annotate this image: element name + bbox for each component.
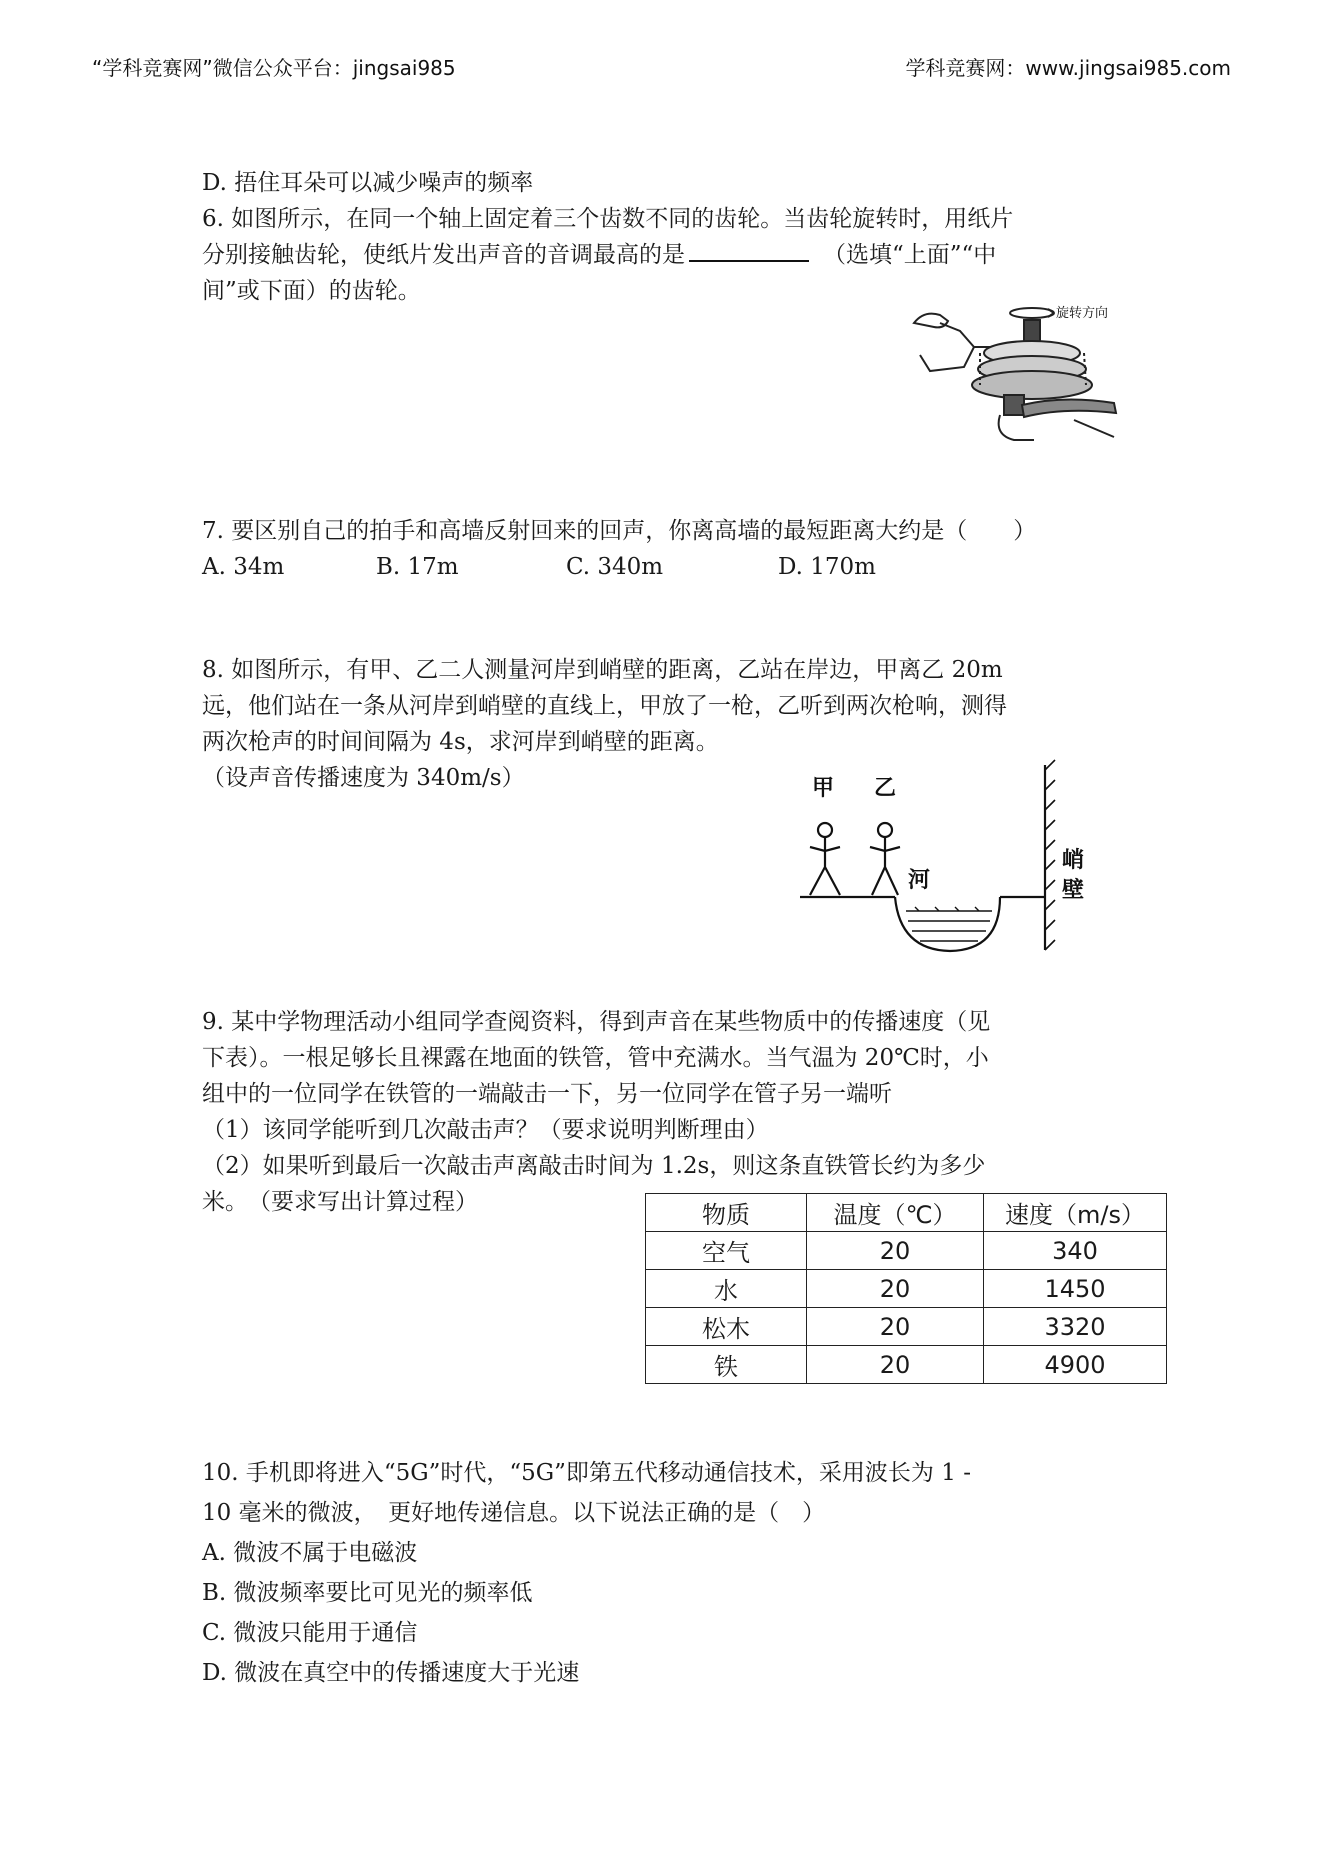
q7-option-c: C. 340m bbox=[566, 554, 664, 580]
document-body bbox=[202, 165, 1132, 309]
table-header-row bbox=[646, 1194, 1167, 1232]
q8-line-3: 两次枪声的时间间隔为 4s，求河岸到峭壁的距离。 bbox=[202, 729, 719, 755]
q7-option-d: D. 170m bbox=[778, 554, 876, 580]
table-row bbox=[646, 1232, 1167, 1270]
hand-icon bbox=[914, 314, 948, 328]
q10-option-b: B. 微波频率要比可见光的频率低 bbox=[202, 1580, 533, 1606]
q9-block bbox=[202, 1004, 1132, 1220]
table-header: 物质 bbox=[646, 1194, 807, 1232]
table-cell: 水 bbox=[646, 1270, 807, 1308]
q10-option-a: A. 微波不属于电磁波 bbox=[202, 1540, 418, 1566]
table-cell: 1450 bbox=[984, 1270, 1167, 1308]
header-right: 学科竞赛网：www.jingsai985.com bbox=[905, 56, 1231, 80]
q6-line-1: 6. 如图所示，在同一个轴上固定着三个齿数不同的齿轮。当齿轮旋转时，用纸片 bbox=[202, 206, 1014, 232]
q8-line-1: 8. 如图所示，有甲、乙二人测量河岸到峭壁的距离，乙站在岸边，甲离乙 20m bbox=[202, 657, 1003, 683]
table-cell: 空气 bbox=[646, 1232, 807, 1270]
table-cell: 4900 bbox=[984, 1346, 1167, 1384]
q6-line-2 bbox=[202, 237, 1132, 273]
table-header: 速度（m/s） bbox=[984, 1194, 1167, 1232]
q9-line-2: 下表）。一根足够长且裸露在地面的铁管，管中充满水。当气温为 20℃时，小 bbox=[202, 1045, 989, 1071]
q10-block bbox=[202, 1453, 1132, 1693]
table-cell: 铁 bbox=[646, 1346, 807, 1384]
rotation-label: 旋转方向 bbox=[1056, 306, 1109, 321]
table-row bbox=[646, 1270, 1167, 1308]
q7-stem: 7. 要区别自己的拍手和高墙反射回来的回声，你离高墙的最短距离大约是（ ） bbox=[202, 518, 1037, 544]
table-cell: 20 bbox=[807, 1270, 984, 1308]
table-cell: 3320 bbox=[984, 1308, 1167, 1346]
q10-option-d: D. 微波在真空中的传播速度大于光速 bbox=[202, 1660, 580, 1686]
q7-options bbox=[202, 549, 1132, 585]
table-cell: 松木 bbox=[646, 1308, 807, 1346]
q9-sub-1: （1）该同学能听到几次敲击声？（要求说明判断理由） bbox=[202, 1117, 769, 1143]
table-header: 温度（℃） bbox=[807, 1194, 984, 1232]
q10-option-c: C. 微波只能用于通信 bbox=[202, 1620, 418, 1646]
table-cell: 20 bbox=[807, 1308, 984, 1346]
person-a-label: 甲 bbox=[812, 776, 835, 801]
q6-line-3: 间”或下面）的齿轮。 bbox=[202, 278, 421, 304]
table-cell: 340 bbox=[984, 1232, 1167, 1270]
q6-line-2-pre: 分别接触齿轮，使纸片发出声音的音调最高的是 bbox=[202, 242, 685, 268]
q8-line-2: 远，他们站在一条从河岸到峭壁的直线上，甲放了一枪，乙听到两次枪响，测得 bbox=[202, 693, 1007, 719]
river-cliff-figure bbox=[800, 755, 1100, 955]
table-row bbox=[646, 1346, 1167, 1384]
river-label: 河 bbox=[908, 868, 931, 893]
q9-sub-2a: （2）如果听到最后一次敲击声离敲击时间为 1.2s，则这条直铁管长约为多少 bbox=[202, 1153, 986, 1179]
q9-sub-2b: 米。 （要求写出计算过程） bbox=[202, 1189, 478, 1215]
q10-line-1: 10. 手机即将进入“5G”时代，“5G”即第五代移动通信技术，采用波长为 1 - bbox=[202, 1460, 971, 1486]
header-left: “学科竞赛网”微信公众平台：jingsai985 bbox=[92, 56, 456, 80]
table-cell: 20 bbox=[807, 1346, 984, 1384]
speed-table bbox=[645, 1193, 1167, 1384]
gear-figure bbox=[904, 295, 1124, 445]
cliff-label-2: 壁 bbox=[1062, 878, 1085, 903]
q9-line-3: 组中的一位同学在铁管的一端敲击一下，另一位同学在管子另一端听 bbox=[202, 1081, 892, 1107]
q7-option-b: B. 17m bbox=[376, 554, 459, 580]
q6-line-2-post: （选填“上面”“中 bbox=[823, 242, 997, 268]
q7-option-a: A. 34m bbox=[202, 554, 285, 580]
q7-block bbox=[202, 513, 1132, 585]
q5-option-d: D. 捂住耳朵可以减少噪声的频率 bbox=[202, 170, 534, 196]
cliff-label-1: 峭 bbox=[1062, 848, 1085, 873]
q10-line-2: 10 毫米的微波， 更好地传递信息。以下说法正确的是（ ） bbox=[202, 1500, 826, 1526]
table-row bbox=[646, 1308, 1167, 1346]
q8-line-4: （设声音传播速度为 340m/s） bbox=[202, 765, 525, 791]
person-b-label: 乙 bbox=[874, 776, 897, 801]
table-cell: 20 bbox=[807, 1232, 984, 1270]
q9-line-1: 9. 某中学物理活动小组同学查阅资料，得到声音在某些物质中的传播速度（见 bbox=[202, 1009, 991, 1035]
answer-blank bbox=[689, 238, 809, 262]
